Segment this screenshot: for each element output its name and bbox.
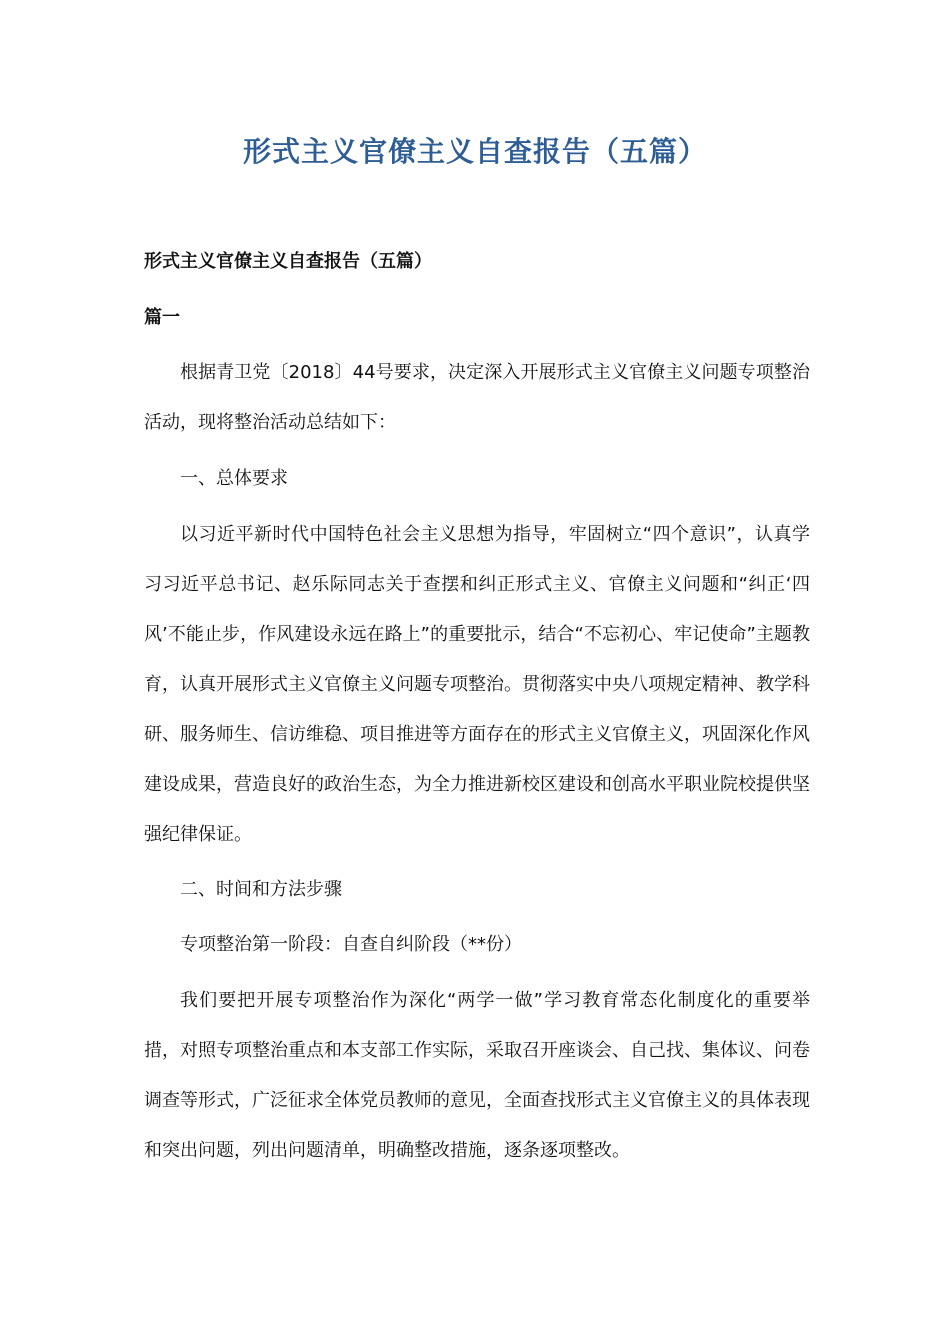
document-subtitle: 形式主义官僚主义自查报告（五篇） <box>144 251 432 272</box>
intro-paragraph: 根据青卫党〔2018〕44号要求，决定深入开展形式主义官僚主义问题专项整治活动，现将整治活动总结如下： <box>144 362 810 433</box>
section-heading: 篇一 <box>144 307 180 328</box>
heading-stage-one: 专项整治第一阶段：自查自纠阶段（**份） <box>180 934 522 955</box>
document-title: 形式主义官僚主义自查报告（五篇） <box>242 135 707 168</box>
stage-one-paragraph: 我们要把开展专项整治作为深化“两学一做”学习教育常态化制度化的重要举措，对照专项整治重点和本支部工作实际，采取召开座谈会、自己找、集体议、问卷调查等形式，广泛征求全体党员教师的意见，全面查找形式主义官僚主义的具体表现和突出问题，列出问题清单，明确整改措施，逐条逐项整改。 <box>144 990 810 1161</box>
general-requirements-paragraph: 以习近平新时代中国特色社会主义思想为指导，牢固树立“四个意识”，认真学习习近平总书记、赵乐际同志关于查摆和纠正形式主义、官僚主义问题和“纠正‘四风’不能止步，作风建设永远在路上”的重要批示，结合“不忘初心、牢记使命”主题教育，认真开展形式主义官僚主义问题专项整治。贯彻落实中央八项规定精神、教学科研、服务师生、信访维稳、项目推进等方面存在的形式主义官僚主义，巩固深化作风建设成果，营造良好的政治生态，为全力推进新校区建设和创高水平职业院校提供坚强纪律保证。 <box>144 524 810 845</box>
heading-general-requirements: 一、总体要求 <box>180 468 288 489</box>
heading-time-and-steps: 二、时间和方法步骤 <box>180 879 342 900</box>
